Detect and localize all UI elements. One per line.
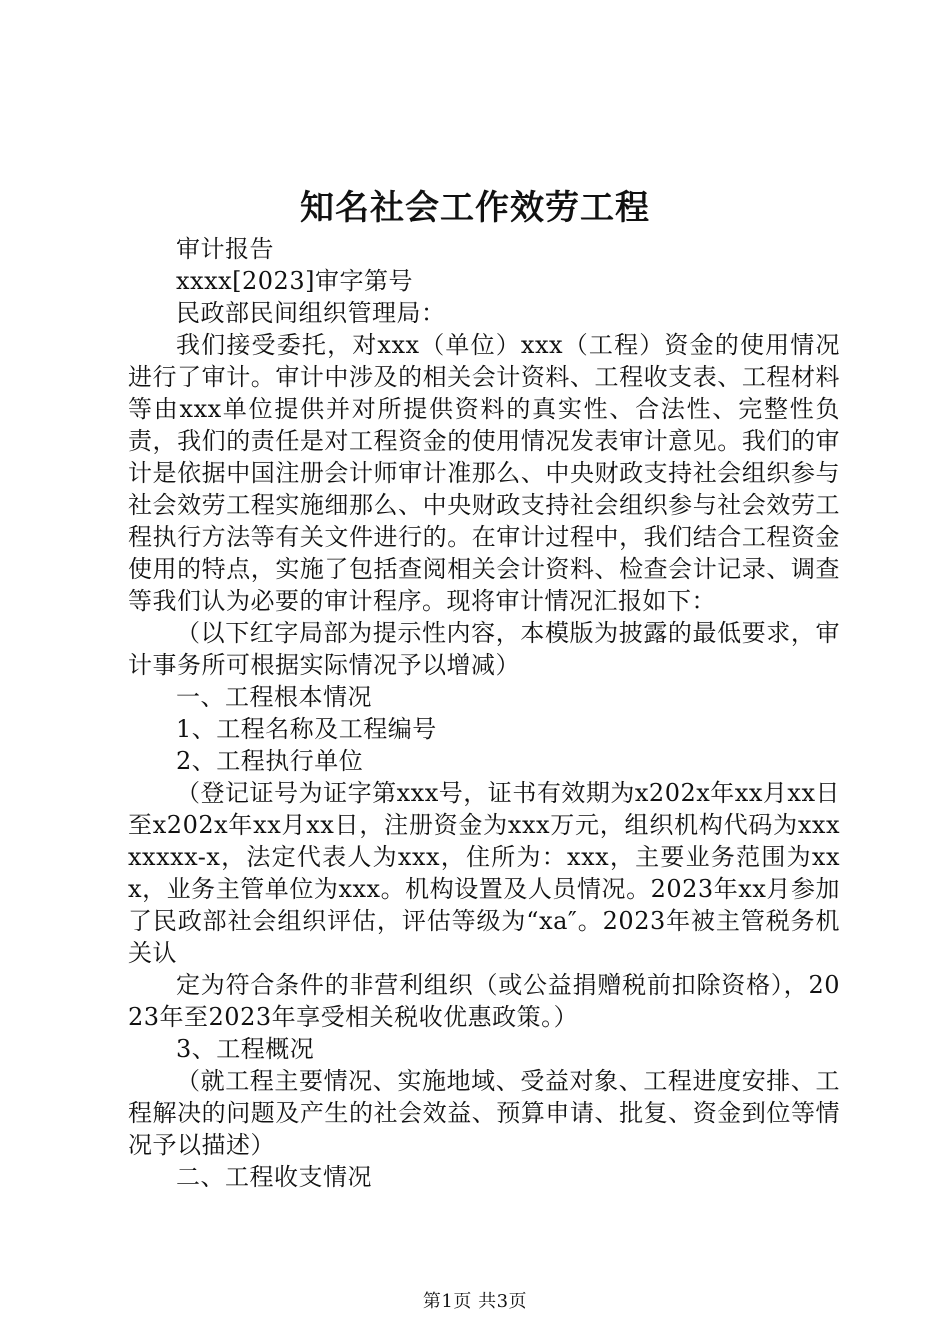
intro-paragraph: 我们接受委托，对xxx（单位）xxx（工程）资金的使用情况进行了审计。审计中涉及的相关会计资料、工程收支表、工程材料等由xxx单位提供并对所提供资料的真实性、合法性、完整性负责，我们的责任是对工程资金的使用情况发表审计意见。我们的审计是依据中国注册会计师审计准那么、中央财政支持社会组织参与社会效劳工程实施细那么、中央财政支持社会组织参与社会效劳工程执行方法等有关文件进行的。在审计过程中，我们结合工程资金使用的特点，实施了包括查阅相关会计资料、检查会计记录、调查等我们认为必要的审计程序。现将审计情况汇报如下：: [128, 331, 840, 615]
section-heading-2: 二、工程收支情况: [176, 1163, 372, 1191]
addressee-line: 民政部民间组织管理局：: [176, 299, 446, 327]
registration-paragraph: （登记证号为证字第xxx号，证书有效期为x202x年xx月xx日至x202x年xx月xx日，注册资金为xxx万元，组织机构代码为xxxxxxxx-x，法定代表人为xxx，住所为：xxx，主要业务范围为xxx，业务主管单位为xxx。机构设置及人员情况。2023年xx月参加了民政部社会组织评估，评估等级为“xa″。2023年被主管税务机关认: [128, 779, 840, 967]
report-type-line: 审计报告: [176, 235, 274, 263]
note-paragraph: （以下红字局部为提示性内容，本模版为披露的最低要求，审计事务所可根据实际情况予以增减）: [128, 619, 840, 679]
item-1: 1、工程名称及工程编号: [176, 715, 437, 743]
tax-status-paragraph: 定为符合条件的非营利组织（或公益捐赠税前扣除资格），2023年至2023年享受相关税收优惠政策。）: [128, 971, 840, 1031]
document-title: 知名社会工作效劳工程: [300, 188, 650, 228]
section-heading-1: 一、工程根本情况: [176, 683, 372, 711]
page-footer: 第1页 共3页: [422, 1291, 528, 1312]
document-body: [128, 233, 840, 1193]
report-number-line: xxxx[2023]审字第号: [176, 267, 413, 295]
item-3: 3、工程概况: [176, 1035, 315, 1063]
overview-paragraph: （就工程主要情况、实施地域、受益对象、工程进度安排、工程解决的问题及产生的社会效益、预算申请、批复、资金到位等情况予以描述）: [128, 1067, 840, 1159]
item-2: 2、工程执行单位: [176, 747, 364, 775]
